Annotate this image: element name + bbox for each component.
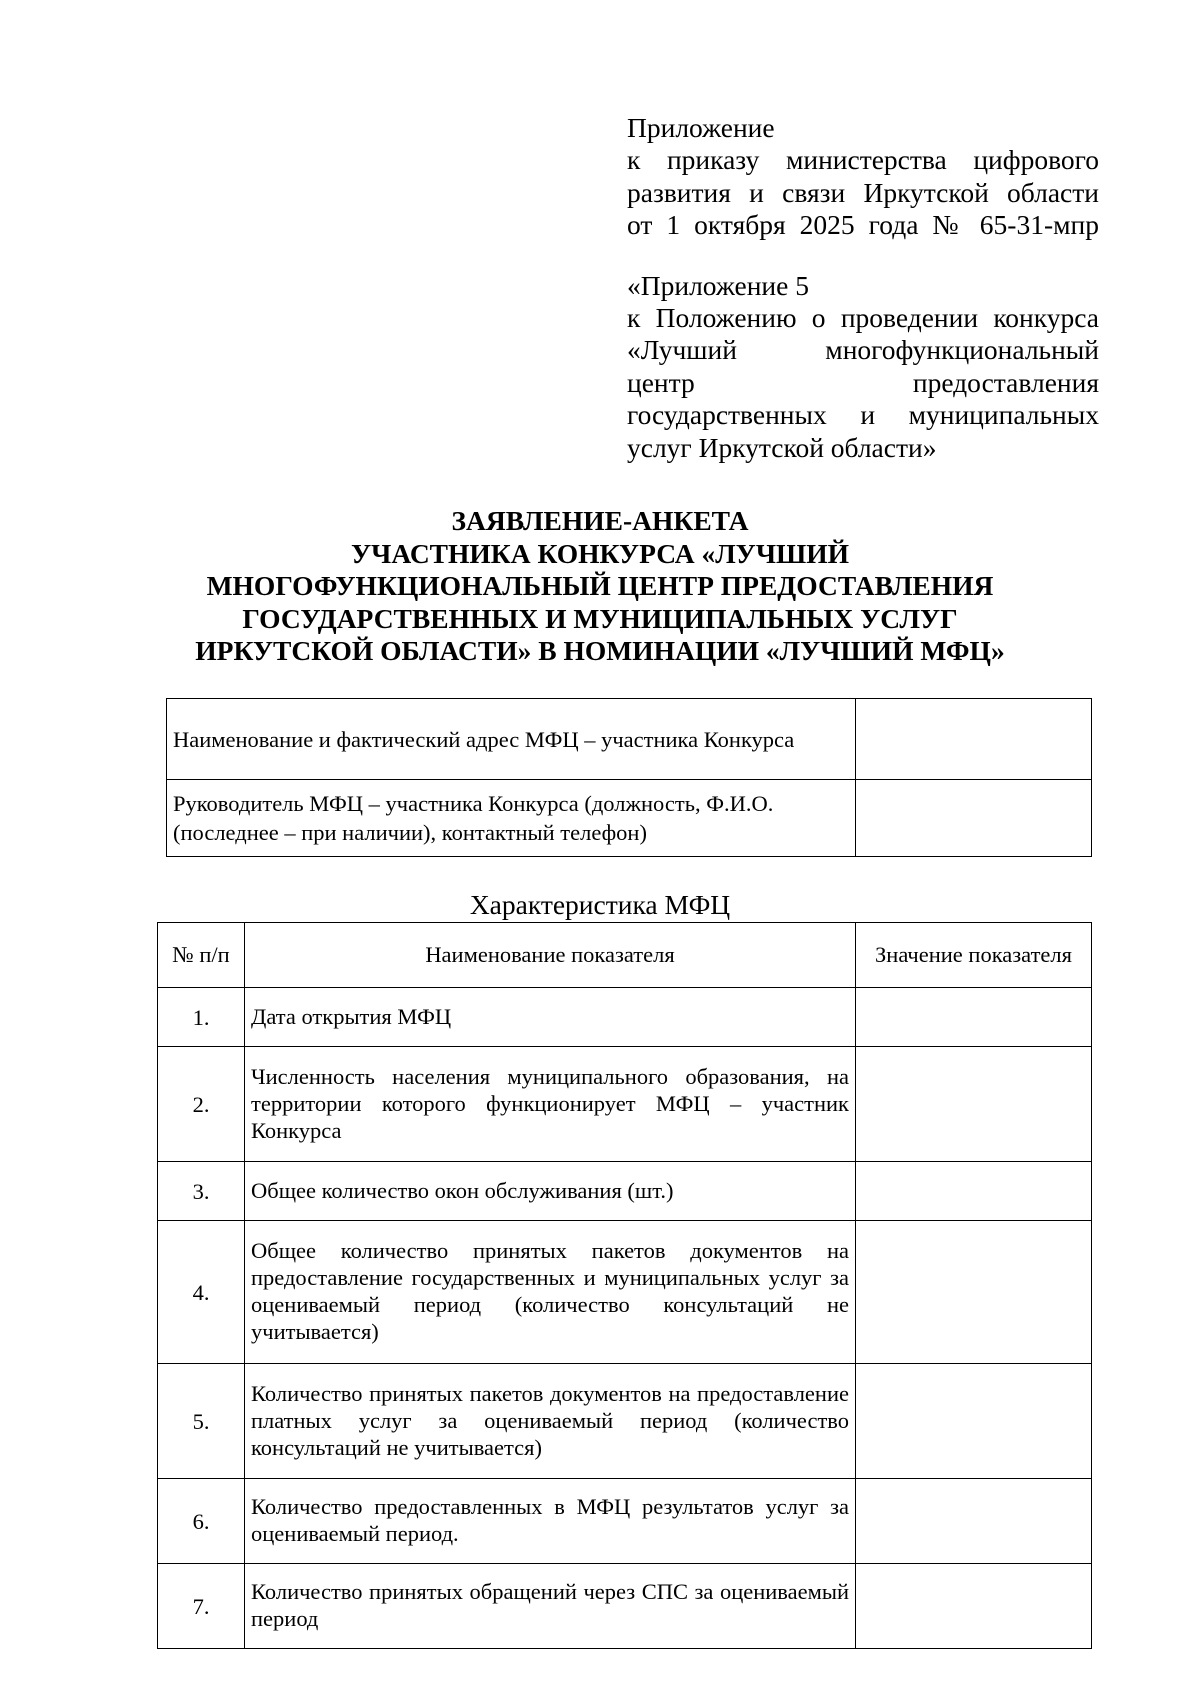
participant-info-table bbox=[166, 698, 1092, 857]
table-row bbox=[158, 1221, 1092, 1364]
row-number: 6. bbox=[158, 1479, 245, 1564]
table-row bbox=[158, 1564, 1092, 1649]
form-title-line: ЗАЯВЛЕНИЕ-АНКЕТА bbox=[451, 505, 749, 536]
indicator-name: Общее количество принятых пакетов документов на предоставление государственных и муниципальных услуг за оцениваемый период (количество консультаций не учитывается) bbox=[245, 1221, 856, 1364]
indicator-value-cell[interactable] bbox=[856, 1047, 1092, 1162]
indicator-name: Количество предоставленных в МФЦ результатов услуг за оцениваемый период. bbox=[245, 1479, 856, 1564]
sub-appendix-line: «Лучший многофункциональный bbox=[627, 334, 1099, 366]
header-value: Значение показателя bbox=[856, 923, 1092, 988]
row-number: 5. bbox=[158, 1364, 245, 1479]
indicator-name: Дата открытия МФЦ bbox=[245, 988, 856, 1047]
indicator-value-cell[interactable] bbox=[856, 1564, 1092, 1649]
indicator-name: Количество принятых пакетов документов на предоставление платных услуг за оцениваемый период (количество консультаций не учитывается) bbox=[245, 1364, 856, 1479]
table-row bbox=[158, 988, 1092, 1047]
appendix-line: от 1 октября 2025 года № 65-31-мпр bbox=[627, 209, 1099, 241]
table-row bbox=[167, 780, 1092, 857]
indicator-value-cell[interactable] bbox=[856, 1221, 1092, 1364]
appendix-header bbox=[627, 112, 1099, 464]
indicator-value-cell[interactable] bbox=[856, 1162, 1092, 1221]
form-title bbox=[0, 505, 1200, 668]
header-num: № п/п bbox=[158, 923, 245, 988]
sub-appendix-line: к Положению о проведении конкурса bbox=[627, 302, 1099, 334]
row-number: 2. bbox=[158, 1047, 245, 1162]
row-number: 7. bbox=[158, 1564, 245, 1649]
form-title-line: ИРКУТСКОЙ ОБЛАСТИ» В НОМИНАЦИИ «ЛУЧШИЙ МФЦ» bbox=[195, 635, 1005, 666]
appendix-line: к приказу министерства цифрового bbox=[627, 144, 1099, 176]
table-row bbox=[158, 1364, 1092, 1479]
form-title-line: УЧАСТНИКА КОНКУРСА «ЛУЧШИЙ bbox=[350, 537, 850, 569]
indicator-name: Общее количество окон обслуживания (шт.) bbox=[245, 1162, 856, 1221]
info-label: Наименование и фактический адрес МФЦ – участника Конкурса bbox=[167, 699, 856, 780]
section-title: Характеристика МФЦ bbox=[469, 889, 731, 920]
table-row bbox=[158, 1162, 1092, 1221]
table-row bbox=[158, 1479, 1092, 1564]
characteristics-table bbox=[157, 922, 1092, 1649]
table-header-row bbox=[158, 923, 1092, 988]
row-number: 1. bbox=[158, 988, 245, 1047]
header-name: Наименование показателя bbox=[245, 923, 856, 988]
sub-appendix-line: центр предоставления bbox=[627, 366, 1099, 398]
indicator-name: Количество принятых обращений через СПС за оцениваемый период bbox=[245, 1564, 856, 1649]
row-number: 4. bbox=[158, 1221, 245, 1364]
table-row bbox=[167, 699, 1092, 780]
sub-appendix-line: государственных и муниципальных bbox=[627, 399, 1099, 431]
form-title-line: МНОГОФУНКЦИОНАЛЬНЫЙ ЦЕНТР ПРЕДОСТАВЛЕНИЯ bbox=[206, 570, 994, 601]
indicator-value-cell[interactable] bbox=[856, 1364, 1092, 1479]
sub-appendix-line: услуг Иркутской области» bbox=[627, 431, 937, 463]
form-title-line: ГОСУДАРСТВЕННЫХ И МУНИЦИПАЛЬНЫХ УСЛУГ bbox=[242, 602, 958, 634]
appendix-line: развития и связи Иркутской области bbox=[627, 176, 1099, 208]
sub-appendix-title: «Приложение 5 bbox=[627, 269, 809, 301]
indicator-value-cell[interactable] bbox=[856, 1479, 1092, 1564]
row-number: 3. bbox=[158, 1162, 245, 1221]
info-value-cell[interactable] bbox=[856, 780, 1092, 857]
appendix-title: Приложение bbox=[627, 112, 775, 143]
info-value-cell[interactable] bbox=[856, 699, 1092, 780]
indicator-value-cell[interactable] bbox=[856, 988, 1092, 1047]
table-row bbox=[158, 1047, 1092, 1162]
indicator-name: Численность населения муниципального образования, на территории которого функционирует МФЦ – участник Конкурса bbox=[245, 1047, 856, 1162]
info-label: Руководитель МФЦ – участника Конкурса (должность, Ф.И.О. (последнее – при наличии), контактный телефон) bbox=[167, 780, 856, 857]
